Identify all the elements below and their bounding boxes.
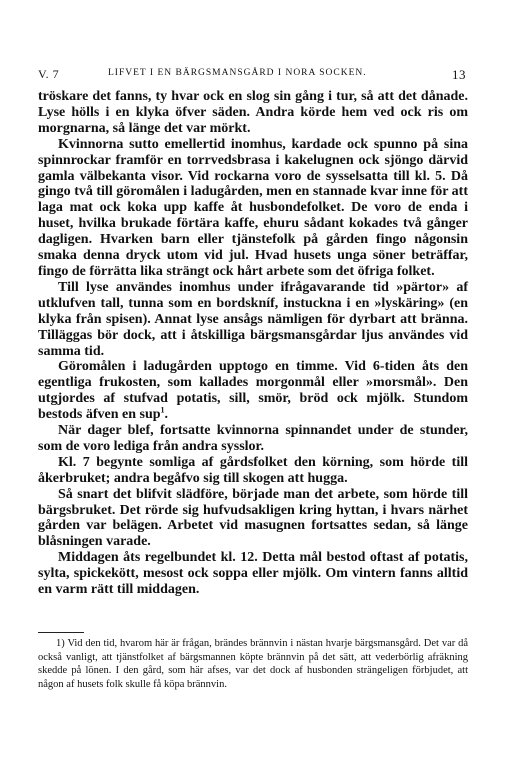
page-number: 13 xyxy=(452,67,466,82)
paragraph: Middagen åts regelbundet kl. 12. Detta mål bestod oftast af potatis, sylta, spickekött, mesost ock soppa eller mjölk. Om vintern fanns alltid en varm rätt till middagen. xyxy=(38,550,468,598)
footnote-marker: 1) xyxy=(56,638,65,649)
paragraph: tröskare det fanns, ty hvar ock en slog sin gång i tur, så att det dånade. Lyse hölls i en klyka öfver säden. Andra körde hem ved ock ris om morgnarna, så länge det var mörkt. xyxy=(38,89,468,136)
sentence-end: . xyxy=(164,407,169,423)
footnote-divider xyxy=(38,632,84,633)
footnote-body: Vid den tid, hvarom här är frågan, brändes brännvin i nästan hvarje bärgsmansgård. Det var då också vanligt, att tjänstfolket af bärgsmannen köpte brännvin på det sätt, att vederbörlig afräkning skedde på lönen. I den gård, som här afses, var det dock af husbonden strängeligen förbjudet, att någon af husets folk skulle få köpa brännvin. xyxy=(38,638,469,690)
main-text xyxy=(38,89,468,598)
footnote-text xyxy=(38,637,468,691)
signature-mark: V. 7 xyxy=(38,67,60,81)
footnote-reference[interactable]: 1 xyxy=(160,405,165,415)
running-title: LIFVET I EN BÄRGSMANSGÅRD I NORA SOCKEN. xyxy=(108,68,367,78)
paragraph: Så snart det blifvit slädföre, började man det arbete, som hörde till bärgsbruket. Det rörde sig hufvudsakligen kring hyttan, i hvars närhet gården var belägen. Arbetet vid masugnen fortsattes sedan, så länge blåsningen varade. xyxy=(38,486,468,550)
footnote xyxy=(38,637,468,691)
page-header xyxy=(38,67,466,83)
paragraph: Kl. 7 begynte somliga af gårdsfolket den körning, som hörde till åkerbruket; andra begåfvo sig till skogen att hugga. xyxy=(38,454,468,486)
paragraph: Kvinnorna sutto emellertid inomhus, kardade ock spunno på sina spinnrockar framför en torrvedsbrasa i kakelugnen ock sjöngo därvid gamla välbekanta visor. Vid rockarna voro de sysselsatta till kl. 5. Då gingo två till göromålen i ladugården, men en stannade kvar inne för att laga mat ock koka upp kaffe åt husbondefolket. De voro de enda i huset, hvilka brukade förtära kaffe, ehuru sådant kokades två gånger dagligen. Hvarken barn eller tjänstefolk på gården fingo någonsin smaka denna dryck utom vid jul. Hvad husets unga söner beträffar, fingo de förrätta lika strängt ock hårt arbete som det öfriga folket. xyxy=(38,136,468,279)
paragraph xyxy=(38,359,468,423)
paragraph: När dager blef, fortsatte kvinnorna spinnandet under de stunder, som de voro lediga från andra sysslor. xyxy=(38,423,468,454)
paragraph: Till lyse användes inomhus under ifrågavarande tid »pärtor» af utklufven tall, tunna som en bordskníf, instuckna i en »lyskäring» (en klyka från spisen). Annat lyse ansågs nämligen för dyrbart att bränna. Tilläggas bör dock, att i åtskilliga bärgsmansgårdar ljus användes vid samma tid. xyxy=(38,279,468,359)
paragraph-text: Göromålen i ladugården upptogo en timme. Vid 6-tiden åts den egentliga frukosten, som kallades morgonmål eller »morsmål». Den utgjordes af stufvad potatis, sill, smör, bröd ock mjölk. Stundom bestods äfven en sup xyxy=(38,359,468,423)
